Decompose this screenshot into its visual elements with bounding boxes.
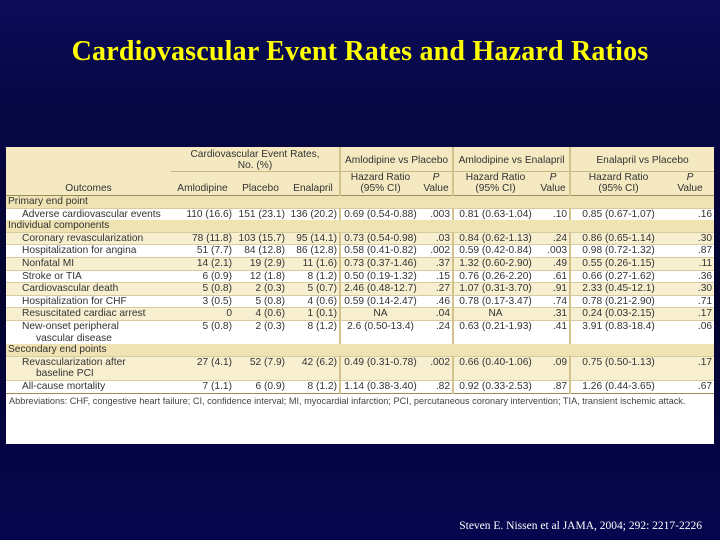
amlodipine-cell: 14 (2.1) [171,257,234,270]
hazard-ratio-cell: 0.73 (0.54-0.98) [340,232,420,245]
p-value-cell: .16 [666,208,714,220]
p-value-cell: .002 [420,356,453,380]
p-value-cell: .10 [537,208,570,220]
p-value-cell: .06 [666,320,714,344]
p-value-cell: .002 [420,245,453,258]
hazard-ratio-cell: 0.59 (0.14-2.47) [340,295,420,308]
outcome-cell [6,356,171,380]
p-value-cell: .04 [420,308,453,321]
outcome-cell [6,308,171,321]
p-value-cell: .27 [420,283,453,296]
outcome-cell [6,257,171,270]
outcome-label: Adverse cardiovascular events [22,208,161,220]
table-row [6,245,714,258]
rates-group-header: Cardiovascular Event Rates, No. (%) [171,147,340,172]
hazard-ratio-cell: 1.26 (0.44-3.65) [570,380,666,393]
hazard-ratio-cell: 0.66 (0.40-1.06) [453,356,537,380]
amlodipine-vs-enalapril-header: Amlodipine vs Enalapril [453,147,570,172]
table-row [6,380,714,393]
outcome-cell [6,283,171,296]
hazard-ratio-header: Hazard Ratio (95% CI) [340,172,420,196]
outcome-label-continued: vascular disease [36,332,112,344]
enalapril-vs-placebo-header: Enalapril vs Placebo [570,147,714,172]
enalapril-header: Enalapril [287,172,340,196]
enalapril-cell: 42 (6.2) [287,356,340,380]
hazard-ratio-cell: 0.81 (0.63-1.04) [453,208,537,220]
hazard-ratio-cell: 2.46 (0.48-12.7) [340,283,420,296]
hazard-ratio-cell: 0.76 (0.26-2.20) [453,270,537,283]
enalapril-cell: 1 (0.1) [287,308,340,321]
p-value-cell: .36 [666,270,714,283]
outcome-label: New-onset peripheral [22,320,119,332]
p-value-cell: .49 [537,257,570,270]
amlodipine-cell: 51 (7.7) [171,245,234,258]
outcome-label: Nonfatal MI [22,257,75,269]
p-value-cell: .30 [666,283,714,296]
outcome-label: Cardiovascular death [22,283,119,295]
p-value-cell: .24 [420,320,453,344]
table-row [6,295,714,308]
enalapril-cell: 8 (1.2) [287,380,340,393]
section-header-row [6,344,714,356]
amlodipine-cell: 3 (0.5) [171,295,234,308]
enalapril-cell: 4 (0.6) [287,295,340,308]
hazard-ratio-cell: 1.07 (0.31-3.70) [453,283,537,296]
hazard-ratio-cell: 0.63 (0.21-1.93) [453,320,537,344]
p-value-cell: .11 [666,257,714,270]
amlodipine-cell: 0 [171,308,234,321]
p-value-cell: .15 [420,270,453,283]
p-value-cell: .37 [420,257,453,270]
table-row [6,308,714,321]
results-table [6,147,714,409]
amlodipine-cell: 6 (0.9) [171,270,234,283]
p-value-header: P Value [666,172,714,196]
citation: Steven E. Nissen et al JAMA, 2004; 292: 2217-2226 [459,520,702,532]
p-value-cell: .46 [420,295,453,308]
table-row [6,270,714,283]
outcome-cell [6,320,171,344]
amlodipine-cell: 110 (16.6) [171,208,234,220]
outcome-label: All-cause mortality [22,380,106,392]
hazard-ratio-cell: 0.78 (0.21-2.90) [570,295,666,308]
p-value-cell: .003 [537,245,570,258]
p-value-cell: .41 [537,320,570,344]
hazard-ratio-header: Hazard Ratio (95% CI) [453,172,537,196]
amlodipine-header: Amlodipine [171,172,234,196]
hazard-ratio-cell: 0.98 (0.72-1.32) [570,245,666,258]
table-row [6,283,714,296]
p-value-cell: .71 [666,295,714,308]
section-header-row [6,196,714,209]
hazard-ratio-cell: 0.24 (0.03-2.15) [570,308,666,321]
hazard-ratio-cell: NA [340,308,420,321]
placebo-cell: 151 (23.1) [234,208,287,220]
outcome-cell [6,208,171,220]
p-value-cell: .61 [537,270,570,283]
p-value-header: P Value [537,172,570,196]
hazard-ratio-header: Hazard Ratio (95% CI) [570,172,666,196]
amlodipine-cell: 7 (1.1) [171,380,234,393]
outcome-cell [6,245,171,258]
amlodipine-cell: 27 (4.1) [171,356,234,380]
table-header [6,147,714,196]
outcome-label: Hospitalization for angina [22,245,137,257]
hazard-ratio-cell: 1.32 (0.60-2.90) [453,257,537,270]
placebo-cell: 2 (0.3) [234,283,287,296]
p-value-header: P Value [420,172,453,196]
enalapril-cell: 8 (1.2) [287,320,340,344]
hazard-ratio-cell: 0.86 (0.65-1.14) [570,232,666,245]
hazard-ratio-cell: 0.55 (0.26-1.15) [570,257,666,270]
p-value-cell: .74 [537,295,570,308]
p-value-cell: .91 [537,283,570,296]
amlodipine-cell: 78 (11.8) [171,232,234,245]
hazard-ratio-cell: 2.33 (0.45-12.1) [570,283,666,296]
placebo-cell: 6 (0.9) [234,380,287,393]
table-row [6,208,714,220]
hazard-ratio-cell: 0.78 (0.17-3.47) [453,295,537,308]
table-row [6,320,714,344]
placebo-cell: 84 (12.8) [234,245,287,258]
hazard-ratio-cell: 0.73 (0.37-1.46) [340,257,420,270]
hazard-ratio-cell: 0.50 (0.19-1.32) [340,270,420,283]
hazard-ratio-cell: 0.69 (0.54-0.88) [340,208,420,220]
p-value-cell: .87 [666,245,714,258]
outcome-label: Resuscitated cardiac arrest [22,308,146,320]
outcome-cell [6,380,171,393]
p-value-cell: .17 [666,308,714,321]
section-label: Primary end point [6,196,714,209]
hazard-ratio-cell: 1.14 (0.38-3.40) [340,380,420,393]
p-value-cell: .17 [666,356,714,380]
p-value-cell: .03 [420,232,453,245]
enalapril-cell: 86 (12.8) [287,245,340,258]
table-body [6,196,714,394]
table-row [6,356,714,380]
outcome-label: Hospitalization for CHF [22,295,127,307]
amlodipine-cell: 5 (0.8) [171,320,234,344]
placebo-cell: 103 (15.7) [234,232,287,245]
placebo-cell: 12 (1.8) [234,270,287,283]
hazard-ratio-cell: 2.6 (0.50-13.4) [340,320,420,344]
enalapril-cell: 136 (20.2) [287,208,340,220]
outcome-label-continued: baseline PCI [36,368,94,380]
enalapril-cell: 95 (14.1) [287,232,340,245]
hazard-ratio-cell: 0.75 (0.50-1.13) [570,356,666,380]
results-table-panel [6,147,714,444]
hazard-ratio-cell: 3.91 (0.83-18.4) [570,320,666,344]
placebo-header: Placebo [234,172,287,196]
section-label: Secondary end points [6,344,714,356]
p-value-cell: .003 [420,208,453,220]
p-value-cell: .67 [666,380,714,393]
section-header-row [6,220,714,232]
p-value-cell: .87 [537,380,570,393]
abbreviations-footnote: Abbreviations: CHF, congestive heart failure; CI, confidence interval; MI, myocardial infarction; PCI, percutaneous coronary intervention; TIA, transient ischemic attack. [6,393,714,409]
hazard-ratio-cell: 0.66 (0.27-1.62) [570,270,666,283]
outcome-label: Stroke or TIA [22,270,82,282]
placebo-cell: 4 (0.6) [234,308,287,321]
p-value-cell: .30 [666,232,714,245]
p-value-cell: .09 [537,356,570,380]
hazard-ratio-cell: 0.49 (0.31-0.78) [340,356,420,380]
hazard-ratio-cell: 0.84 (0.62-1.13) [453,232,537,245]
amlodipine-vs-placebo-header: Amlodipine vs Placebo [340,147,453,172]
enalapril-cell: 8 (1.2) [287,270,340,283]
p-value-cell: .24 [537,232,570,245]
placebo-cell: 5 (0.8) [234,295,287,308]
outcome-label: Coronary revascularization [22,232,144,244]
hazard-ratio-cell: 0.85 (0.67-1.07) [570,208,666,220]
placebo-cell: 52 (7.9) [234,356,287,380]
slide-title: Cardiovascular Event Rates and Hazard Ratios [71,36,649,67]
outcomes-header: Outcomes [6,172,171,196]
outcome-cell [6,295,171,308]
outcome-label: Revascularization after [22,356,126,368]
enalapril-cell: 11 (1.6) [287,257,340,270]
hazard-ratio-cell: 0.58 (0.41-0.82) [340,245,420,258]
hazard-ratio-cell: 0.92 (0.33-2.53) [453,380,537,393]
amlodipine-cell: 5 (0.8) [171,283,234,296]
enalapril-cell: 5 (0.7) [287,283,340,296]
outcome-cell [6,232,171,245]
p-value-cell: .31 [537,308,570,321]
placebo-cell: 2 (0.3) [234,320,287,344]
outcome-cell [6,270,171,283]
p-value-cell: .82 [420,380,453,393]
table-row [6,257,714,270]
hazard-ratio-cell: NA [453,308,537,321]
section-label: Individual components [6,220,714,232]
table-row [6,232,714,245]
hazard-ratio-cell: 0.59 (0.42-0.84) [453,245,537,258]
placebo-cell: 19 (2.9) [234,257,287,270]
